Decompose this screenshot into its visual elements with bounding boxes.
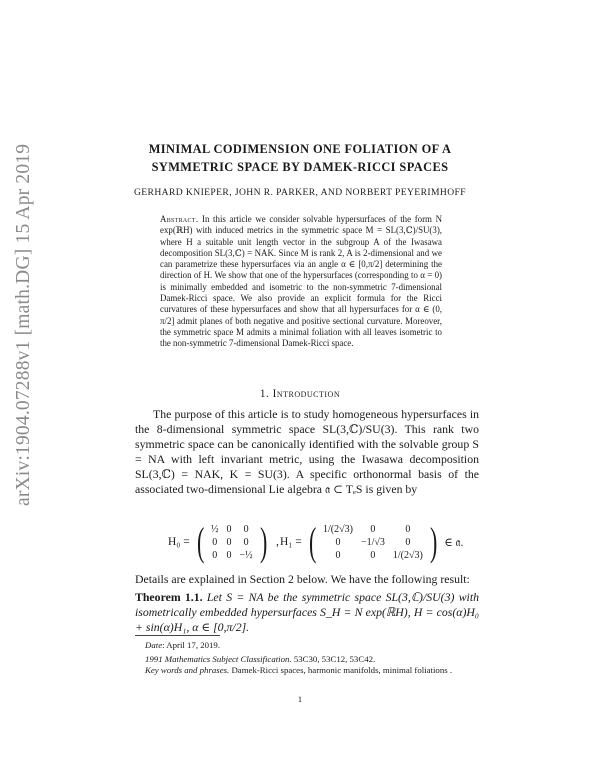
author-list: GERHARD KNIEPER, JOHN R. PARKER, AND NORBERT PEYERIMHOFF xyxy=(133,187,467,198)
title-line-1: MINIMAL CODIMENSION ONE FOLIATION OF A xyxy=(148,142,452,156)
h1-entries xyxy=(319,523,427,562)
date-value: : April 17, 2019. xyxy=(162,640,221,650)
h0-entries xyxy=(207,523,257,562)
abstract xyxy=(160,214,442,350)
matrix-h1: H₁ = ( 1/(2√3) 0 0 0 −1/√3 0 0 0 1/(2√3) ) ∈ 𝔞. xyxy=(280,519,464,564)
theorem-label: Theorem 1.1. xyxy=(135,590,203,604)
h1-row xyxy=(319,536,427,549)
h0-entry: 0 xyxy=(212,549,218,561)
theorem-1-1 xyxy=(135,590,479,635)
footnote-date xyxy=(135,640,479,652)
h0-row xyxy=(207,536,257,549)
msc-value: 53C30, 53C12, 53C42. xyxy=(293,654,376,664)
section-heading: 1. Introduction xyxy=(259,388,341,400)
matrix-h0: H₀ = ( ½ 0 0 0 0 0 0 0 −½ ) , xyxy=(168,519,279,564)
h1-entry: 1/(2√3) xyxy=(323,523,353,535)
matrix-separator: , xyxy=(275,536,279,548)
details-line: Details are explained in Section 2 below. We have the following result: xyxy=(135,572,470,586)
h0-entry: 0 xyxy=(243,523,249,535)
h0-label: H₀ = xyxy=(168,536,190,548)
h0-entry: 0 xyxy=(212,536,218,548)
abstract-label: Abstract. xyxy=(160,214,199,224)
msc-label: 1991 Mathematics Subject Classification. xyxy=(145,654,292,664)
footnote-rule xyxy=(135,635,220,636)
h1-entry: 0 xyxy=(370,523,376,535)
footnote-msc xyxy=(135,654,479,666)
paper-title xyxy=(60,140,540,176)
h0-entry: 0 xyxy=(226,536,232,548)
h1-entry: 0 xyxy=(335,549,341,561)
h1-row xyxy=(319,523,427,536)
keywords-value: Damek-Ricci spaces, harmonic manifolds, minimal foliations . xyxy=(231,665,453,675)
h1-entry: 1/(2√3) xyxy=(392,549,423,561)
h0-row xyxy=(207,549,257,562)
keywords-label: Key words and phrases. xyxy=(145,665,230,675)
h1-entry: 0 xyxy=(370,549,376,561)
h1-entry: 0 xyxy=(335,536,341,548)
h1-entry: 0 xyxy=(405,536,411,548)
basis-matrices xyxy=(130,519,490,568)
page-number: 1 xyxy=(297,694,303,704)
h1-row xyxy=(319,549,427,562)
h1-label: H₁ = xyxy=(280,536,302,548)
h0-entry: 0 xyxy=(226,549,232,561)
date-label: Date xyxy=(145,640,163,650)
h0-entry: ½ xyxy=(211,523,219,535)
h0-entry: −½ xyxy=(239,549,253,561)
abstract-text: In this article we consider solvable hypersurfaces of the form N exp(ℝH) with induced metrics in the symmetric space M = SL(3,ℂ)/SU(3), where H a suitable unit length vector in the subgroup A of the Iwasawa decomposition SL(3,ℂ) = NAK. Since M is rank 2, A is 2-dimensional and we can parametrize these hypersurfaces via an angle α ∈ [0,π/2] determining the direction of H. We show that one of the hypersurfaces (corresponding to α = 0) is minimally embedded and isometric to the non-symmetric 7-dimensional Damek-Ricci space. We also provide an explicit formula for the Ricci curvatures of these hypersurfaces and show that all hypersurfaces for α ∈ (0, π/2] admit planes of both negative and positive sectional curvature. Moreover, the symmetric space M admits a minimal foliation with all leaves isometric to the non-symmetric 7-dimensional Damek-Ricci space. xyxy=(160,214,443,349)
matrix-suffix: ∈ 𝔞. xyxy=(444,536,464,549)
intro-paragraph: The purpose of this article is to study homogeneous hypersurfaces in the 8-dimensional symmetric space SL(3,ℂ)/SU(3). This rank two symmetric space can be canonically identified with the solvable group S = NA with left invariant metric, using the Iwasawa decomposition SL(3,ℂ) = NAK, K = SU(3). A specific orthonormal basis of the associated two-dimensional Lie algebra 𝔞 ⊂ TₑS is given by xyxy=(135,407,479,496)
theorem-text: Let S = NA be the symmetric space SL(3,ℂ)/SU(3) with isometrically embedded hypersurfaces S_H = N exp(ℝH), H = cos(α)H₀ + sin(α)H₁, α ∈ [0,π/2]. xyxy=(135,590,480,634)
h1-entry: −1/√3 xyxy=(360,536,385,548)
h0-entry: 0 xyxy=(226,523,232,535)
h1-entry: 0 xyxy=(405,523,411,535)
h0-row xyxy=(207,523,257,536)
footnote-keywords xyxy=(135,665,479,677)
arxiv-identifier: arXiv:1904.07288v1 [math.DG] 15 Apr 2019 xyxy=(13,143,34,506)
h0-entry: 0 xyxy=(243,536,249,548)
title-line-2: SYMMETRIC SPACE BY DAMEK-RICCI SPACES xyxy=(151,160,449,174)
